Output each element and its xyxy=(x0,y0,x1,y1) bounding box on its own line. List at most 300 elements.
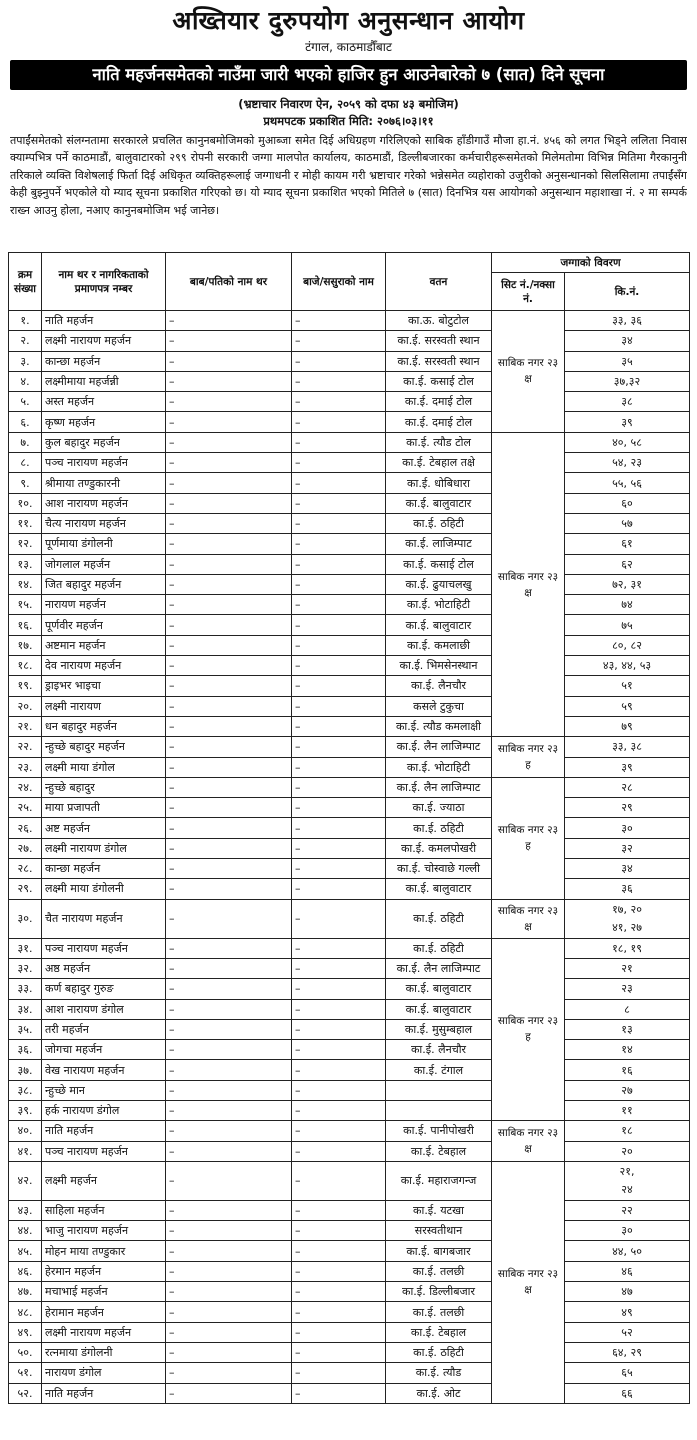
row-name: मचाभाई महर्जन xyxy=(42,1282,166,1302)
row-plot: ५९ xyxy=(565,696,690,716)
row-grandfather: – xyxy=(292,838,386,858)
row-plot: ८ xyxy=(565,999,690,1019)
row-name: जोगचा महर्जन xyxy=(42,1040,166,1060)
row-name: चैत नारायण महर्जन xyxy=(42,899,166,938)
table-row xyxy=(9,798,690,818)
row-name: रत्नमाया डंगोलनी xyxy=(42,1342,166,1362)
row-address: का.ई. ठहिटी xyxy=(386,513,492,533)
row-sn: २. xyxy=(9,331,42,351)
row-sn: १५. xyxy=(9,595,42,615)
row-address: का.ई. सरस्वती स्थान xyxy=(386,351,492,371)
row-grandfather: – xyxy=(292,777,386,797)
row-father: – xyxy=(166,798,292,818)
table-row xyxy=(9,899,690,938)
row-name: लक्ष्मी महर्जन xyxy=(42,1161,166,1200)
row-plot: ३५ xyxy=(565,351,690,371)
row-father: – xyxy=(166,1322,292,1342)
row-name: आश नारायण महर्जन xyxy=(42,493,166,513)
row-address: सरस्वतीथान xyxy=(386,1221,492,1241)
row-sn: ३४. xyxy=(9,999,42,1019)
row-address: का.ऊ. बोटुटोल xyxy=(386,311,492,331)
table-row xyxy=(9,371,690,391)
row-address: का.ई. धोबिधारा xyxy=(386,473,492,493)
row-plot: ५२ xyxy=(565,1322,690,1342)
row-plot-line: ४१, २७ xyxy=(612,920,642,934)
header-name: नाम थर र नागरिकताको प्रमाणपत्र नम्बर xyxy=(42,253,166,311)
row-name: कृष्ण महर्जन xyxy=(42,412,166,432)
row-father: – xyxy=(166,371,292,391)
row-plot: ४४, ५० xyxy=(565,1241,690,1261)
row-father: – xyxy=(166,331,292,351)
row-plot: ३९ xyxy=(565,412,690,432)
header-plot: कि.नं. xyxy=(565,273,690,311)
row-father: – xyxy=(166,899,292,938)
row-father: – xyxy=(166,1282,292,1302)
row-grandfather: – xyxy=(292,615,386,635)
row-grandfather: – xyxy=(292,1200,386,1220)
header-address: वतन xyxy=(386,253,492,311)
row-name: नारायण डंगोल xyxy=(42,1363,166,1383)
row-address: कसले टुकुचा xyxy=(386,696,492,716)
row-address: का.ई. तलछी xyxy=(386,1302,492,1322)
table-row xyxy=(9,1261,690,1281)
table-row xyxy=(9,818,690,838)
row-address: का.ई. लैन लाजिम्पाट xyxy=(386,777,492,797)
row-sheet-group: साबिक नगर २३ क्ष xyxy=(492,1121,565,1162)
row-sheet-group: साबिक नगर २३ क्ष xyxy=(492,311,565,433)
row-grandfather: – xyxy=(292,1121,386,1141)
row-plot: २८ xyxy=(565,777,690,797)
row-address: का.ई. बालुवाटार xyxy=(386,999,492,1019)
row-grandfather: – xyxy=(292,757,386,777)
table-row xyxy=(9,473,690,493)
row-sn: ३६. xyxy=(9,1040,42,1060)
published-date: प्रथमपटक प्रकाशित मिति: २०७६।०३।११ xyxy=(263,114,434,128)
row-address xyxy=(386,1100,492,1120)
row-sheet-group: साबिक नगर २३ क्ष xyxy=(492,432,565,736)
row-father: – xyxy=(166,513,292,533)
row-sn: १९. xyxy=(9,676,42,696)
row-name: मोहन माया तण्डुकार xyxy=(42,1241,166,1261)
row-sheet-group: साबिक नगर २३ क्ष xyxy=(492,899,565,938)
row-grandfather: – xyxy=(292,351,386,371)
row-address: का.ई. तलछी xyxy=(386,1261,492,1281)
row-grandfather: – xyxy=(292,1342,386,1362)
row-father: – xyxy=(166,351,292,371)
row-father: – xyxy=(166,999,292,1019)
row-sn: ८. xyxy=(9,453,42,473)
table-row xyxy=(9,351,690,371)
row-grandfather: – xyxy=(292,453,386,473)
row-sheet-group: साबिक नगर २३ ह xyxy=(492,938,565,1121)
row-grandfather: – xyxy=(292,1282,386,1302)
table-row xyxy=(9,1282,690,1302)
row-address: का.ई. बालुवाटार xyxy=(386,493,492,513)
location-line: टंगाल, काठमाडौँबाट xyxy=(305,40,392,54)
row-name: वेख नारायण महर्जन xyxy=(42,1060,166,1080)
row-grandfather: – xyxy=(292,635,386,655)
table-row xyxy=(9,392,690,412)
act-reference: (भ्रष्टाचार निवारण ऐन, २०५९ को दफा ४३ बमोजिम) xyxy=(238,97,459,111)
row-father: – xyxy=(166,615,292,635)
row-name: लक्ष्मी नारायण डंगोल xyxy=(42,838,166,858)
table-row xyxy=(9,1040,690,1060)
row-address: का.ई. बागबजार xyxy=(386,1241,492,1261)
row-name: चैत्य नारायण महर्जन xyxy=(42,513,166,533)
page-title: अख्तियार दुरुपयोग अनुसन्धान आयोग xyxy=(172,6,525,35)
row-plot: २७ xyxy=(565,1080,690,1100)
row-father: – xyxy=(166,676,292,696)
row-grandfather: – xyxy=(292,938,386,958)
row-father: – xyxy=(166,1100,292,1120)
row-sn: २४. xyxy=(9,777,42,797)
row-address: का.ई. लैन लाजिम्पाट xyxy=(386,958,492,978)
row-plot xyxy=(565,899,690,938)
row-sn: ६. xyxy=(9,412,42,432)
row-grandfather: – xyxy=(292,432,386,452)
header-land-details: जग्गाको विवरण xyxy=(492,253,690,273)
row-grandfather: – xyxy=(292,676,386,696)
row-address: का.ई. सरस्वती स्थान xyxy=(386,331,492,351)
row-sn: ४९. xyxy=(9,1322,42,1342)
row-name: देव नारायण महर्जन xyxy=(42,656,166,676)
row-sn: १६. xyxy=(9,615,42,635)
row-name: धन बहादुर महर्जन xyxy=(42,716,166,736)
table-row xyxy=(9,737,690,757)
row-name: नारायण महर्जन xyxy=(42,595,166,615)
row-plot: ७९ xyxy=(565,716,690,736)
row-name: ड्राइभर भाइचा xyxy=(42,676,166,696)
table-row xyxy=(9,554,690,574)
table-row xyxy=(9,493,690,513)
notice-banner: नाति महर्जनसमेतको नाउँमा जारी भएको हाजिर हुन आउनेबारेको ७ (सात) दिने सूचना xyxy=(10,60,687,90)
row-plot: ४७ xyxy=(565,1282,690,1302)
row-plot: ५४, २३ xyxy=(565,453,690,473)
row-grandfather: – xyxy=(292,798,386,818)
row-address: का.ई. दमाई टोल xyxy=(386,392,492,412)
row-sn: ३५. xyxy=(9,1019,42,1039)
row-plot: ३७,३२ xyxy=(565,371,690,391)
row-father: – xyxy=(166,1241,292,1261)
table-row xyxy=(9,1342,690,1362)
row-address: का.ई. ठहिटी xyxy=(386,899,492,938)
row-father: – xyxy=(166,635,292,655)
table-row xyxy=(9,615,690,635)
row-address: का.ई. टेबहाल xyxy=(386,1141,492,1161)
table-row xyxy=(9,534,690,554)
row-sn: ४८. xyxy=(9,1302,42,1322)
row-grandfather: – xyxy=(292,737,386,757)
table-row xyxy=(9,453,690,473)
row-name: माया प्रजापती xyxy=(42,798,166,818)
row-address xyxy=(386,1080,492,1100)
row-name: लक्ष्मी नारायण महर्जन xyxy=(42,1322,166,1342)
row-name: अष्ठ महर्जन xyxy=(42,958,166,978)
row-plot: ७५ xyxy=(565,615,690,635)
row-grandfather: – xyxy=(292,311,386,331)
row-grandfather: – xyxy=(292,371,386,391)
row-address: का.ई. कमलाछी xyxy=(386,635,492,655)
row-plot: ३८ xyxy=(565,392,690,412)
row-address: का.ई. पानीपोखरी xyxy=(386,1121,492,1141)
row-grandfather: – xyxy=(292,1383,386,1403)
table-row xyxy=(9,958,690,978)
row-sn: १७. xyxy=(9,635,42,655)
row-grandfather: – xyxy=(292,979,386,999)
row-address: का.ई. लैनचौर xyxy=(386,676,492,696)
row-plot: २१ xyxy=(565,958,690,978)
row-address: का.ई. बालुवाटार xyxy=(386,879,492,899)
row-sn: १०. xyxy=(9,493,42,513)
row-sn: ४१. xyxy=(9,1141,42,1161)
row-address: का.ई. बालुवाटार xyxy=(386,979,492,999)
row-plot: २३ xyxy=(565,979,690,999)
row-name: कुल बहादुर महर्जन xyxy=(42,432,166,452)
row-sn: २५. xyxy=(9,798,42,818)
table-row xyxy=(9,432,690,452)
notice-body: तपाईंसमेतको संलग्नतामा सरकारले प्रचलित कानुनबमोजिमको मुआब्जा समेत दिई अधिग्रहण गरिलिएको साबिक हाँडीगाउँ मौजा हा.नं. ४५६ को लगत भिड्ने ललिता निवास क्याम्पभित्र पर्ने काठमाडौं, बालुवाटारको २९९ रोपनी सरकारी जग्गा मालपोत कार्यालय, काठमाडौं, डिल्लीबजारका कर्मचारीहरूसमेतको मिलेमतोमा विभिन्न मितिमा गैरकानुनी तरिकाले व्यक्ति विशेषलाई फिर्ता दिई अधिकृत व्यक्तिहरूलाई जग्गाधनी र मोही कायम गरी भ्रष्टाचार गरेको भन्नेसमेत व्यहोराको उजुरीको अनुसन्धानको सिलसिलामा तपाईंसँग केही बुझ्नुपर्ने भएकोले यो म्याद सूचना प्रकाशित गरिएको छ। यो म्याद सूचना प्रकाशित भएको मितिले ७ (सात) दिनभित्र यस आयोगको अनुसन्धान महाशाखा नं. २ मा सम्पर्क राख्न आउनु होला, नआए कानुनबमोजिम भई जानेछ। xyxy=(10,134,687,217)
table-row xyxy=(9,1161,690,1200)
table-row xyxy=(9,1080,690,1100)
row-plot: ४६ xyxy=(565,1261,690,1281)
table-row xyxy=(9,635,690,655)
row-address: का.ई. डिल्लीबजार xyxy=(386,1282,492,1302)
row-name: अष्टमान महर्जन xyxy=(42,635,166,655)
row-father: – xyxy=(166,818,292,838)
table-row xyxy=(9,838,690,858)
row-sn: २२. xyxy=(9,737,42,757)
row-address: का.ई. त्यौड कमलाक्षी xyxy=(386,716,492,736)
row-grandfather: – xyxy=(292,473,386,493)
row-sn: ३७. xyxy=(9,1060,42,1080)
row-name: लक्ष्मीमाया महर्जन्नी xyxy=(42,371,166,391)
row-plot-line: १७, २० xyxy=(612,902,642,916)
row-father: – xyxy=(166,595,292,615)
row-father: – xyxy=(166,473,292,493)
row-grandfather: – xyxy=(292,1141,386,1161)
table-row xyxy=(9,1363,690,1383)
row-name: न्हुच्छे बहादुर xyxy=(42,777,166,797)
row-name: जित बहादुर महर्जन xyxy=(42,574,166,594)
row-sn: ४६. xyxy=(9,1261,42,1281)
row-father: – xyxy=(166,879,292,899)
table-row xyxy=(9,412,690,432)
row-father: – xyxy=(166,432,292,452)
row-father: – xyxy=(166,1221,292,1241)
row-name: कान्छा महर्जन xyxy=(42,859,166,879)
row-sn: २०. xyxy=(9,696,42,716)
row-sn: ३१. xyxy=(9,938,42,958)
table-row xyxy=(9,311,690,331)
table-row xyxy=(9,1302,690,1322)
row-name: तरी महर्जन xyxy=(42,1019,166,1039)
row-sn: ४५. xyxy=(9,1241,42,1261)
row-grandfather: – xyxy=(292,574,386,594)
row-address: का.ई. मुसुम्बहाल xyxy=(386,1019,492,1039)
row-plot: ३० xyxy=(565,818,690,838)
table-row xyxy=(9,938,690,958)
table-row xyxy=(9,859,690,879)
row-plot: ६१ xyxy=(565,534,690,554)
row-name: श्रीमाया तण्डुकारनी xyxy=(42,473,166,493)
row-grandfather: – xyxy=(292,1040,386,1060)
row-name: न्हुच्छे मान xyxy=(42,1080,166,1100)
row-father: – xyxy=(166,1019,292,1039)
table-row xyxy=(9,1121,690,1141)
row-sn: ३०. xyxy=(9,899,42,938)
row-father: – xyxy=(166,392,292,412)
row-name: हेरमान महर्जन xyxy=(42,1261,166,1281)
row-name: पूर्णवीर महर्जन xyxy=(42,615,166,635)
row-plot: ६६ xyxy=(565,1383,690,1403)
row-name: साहिला महर्जन xyxy=(42,1200,166,1220)
row-sheet-group: साबिक नगर २३ क्ष xyxy=(492,1161,565,1403)
row-name: पञ्च नारायण महर्जन xyxy=(42,453,166,473)
row-plot: १८ xyxy=(565,1121,690,1141)
row-grandfather: – xyxy=(292,1322,386,1342)
row-father: – xyxy=(166,1302,292,1322)
row-plot: ६४, २९ xyxy=(565,1342,690,1362)
row-name: नाति महर्जन xyxy=(42,1383,166,1403)
row-father: – xyxy=(166,1383,292,1403)
row-father: – xyxy=(166,1060,292,1080)
table-row xyxy=(9,696,690,716)
row-sn: ४७. xyxy=(9,1282,42,1302)
row-plot: ६० xyxy=(565,493,690,513)
table-row xyxy=(9,777,690,797)
row-grandfather: – xyxy=(292,879,386,899)
row-father: – xyxy=(166,696,292,716)
table-row xyxy=(9,1241,690,1261)
row-address: का.ई. लैनचौर xyxy=(386,1040,492,1060)
row-plot: १६ xyxy=(565,1060,690,1080)
row-plot xyxy=(565,1161,690,1200)
row-father: – xyxy=(166,716,292,736)
table-row xyxy=(9,979,690,999)
row-father: – xyxy=(166,574,292,594)
table-row xyxy=(9,716,690,736)
row-father: – xyxy=(166,453,292,473)
row-father: – xyxy=(166,1363,292,1383)
row-address: का.ई. यटखा xyxy=(386,1200,492,1220)
row-name: पञ्च नारायण महर्जन xyxy=(42,938,166,958)
header-grandfather: बाजे/ससुराको नाम xyxy=(292,253,386,311)
row-father: – xyxy=(166,838,292,858)
row-sn: १८. xyxy=(9,656,42,676)
row-name: अस्त महर्जन xyxy=(42,392,166,412)
row-name: लक्ष्मी माया डंगोलनी xyxy=(42,879,166,899)
row-plot: ३४ xyxy=(565,859,690,879)
table-row xyxy=(9,595,690,615)
table-row xyxy=(9,879,690,899)
row-plot: ४९ xyxy=(565,1302,690,1322)
row-plot: ६५ xyxy=(565,1363,690,1383)
row-sn: १. xyxy=(9,311,42,331)
table-row xyxy=(9,1322,690,1342)
row-sn: १४. xyxy=(9,574,42,594)
table-row xyxy=(9,513,690,533)
row-sheet-group: साबिक नगर २३ ह xyxy=(492,737,565,778)
row-sn: ४. xyxy=(9,371,42,391)
row-address: का.ई. भोटाहिटी xyxy=(386,595,492,615)
row-name: भाजु नारायण महर्जन xyxy=(42,1221,166,1241)
row-name: हेरामान महर्जन xyxy=(42,1302,166,1322)
row-address: का.ई. दमाई टोल xyxy=(386,412,492,432)
table-row xyxy=(9,999,690,1019)
row-name: पूर्णमाया डंगोलनी xyxy=(42,534,166,554)
row-grandfather: – xyxy=(292,1221,386,1241)
row-father: – xyxy=(166,979,292,999)
row-father: – xyxy=(166,493,292,513)
row-father: – xyxy=(166,777,292,797)
row-plot: २० xyxy=(565,1141,690,1161)
row-grandfather: – xyxy=(292,999,386,1019)
row-plot: ७४ xyxy=(565,595,690,615)
row-name: कर्ण बहादुर गुरुङ xyxy=(42,979,166,999)
row-grandfather: – xyxy=(292,412,386,432)
table-row xyxy=(9,1141,690,1161)
row-sn: ३. xyxy=(9,351,42,371)
row-sn: ९. xyxy=(9,473,42,493)
row-address: का.ई. महाराजगन्ज xyxy=(386,1161,492,1200)
row-sn: ४३. xyxy=(9,1200,42,1220)
row-grandfather: – xyxy=(292,958,386,978)
row-father: – xyxy=(166,737,292,757)
row-grandfather: – xyxy=(292,656,386,676)
table-row xyxy=(9,1019,690,1039)
row-address: का.ई. कमलपोखरी xyxy=(386,838,492,858)
row-sn: १३. xyxy=(9,554,42,574)
row-father: – xyxy=(166,1121,292,1141)
row-name: नाति महर्जन xyxy=(42,311,166,331)
row-name: आश नारायण डंगोल xyxy=(42,999,166,1019)
header-sheet: सिट नं./नक्सा नं. xyxy=(492,273,565,311)
row-address: का.ई. ठहिटी xyxy=(386,818,492,838)
row-plot: १४ xyxy=(565,1040,690,1060)
row-address: का.ई. कसाई टोल xyxy=(386,371,492,391)
row-grandfather: – xyxy=(292,1302,386,1322)
row-father: – xyxy=(166,1261,292,1281)
row-father: – xyxy=(166,859,292,879)
row-plot: ५५, ५६ xyxy=(565,473,690,493)
row-plot: ८०, ८२ xyxy=(565,635,690,655)
table-row xyxy=(9,331,690,351)
row-sn: ५०. xyxy=(9,1342,42,1362)
row-sn: ३८. xyxy=(9,1080,42,1100)
row-address: का.ई. त्यौड टोल xyxy=(386,432,492,452)
row-grandfather: – xyxy=(292,859,386,879)
row-sn: २१. xyxy=(9,716,42,736)
row-plot: ३९ xyxy=(565,757,690,777)
row-father: – xyxy=(166,1040,292,1060)
row-name: लक्ष्मी माया डंगोल xyxy=(42,757,166,777)
row-grandfather: – xyxy=(292,534,386,554)
row-address: का.ई. टेबहाल xyxy=(386,1322,492,1342)
row-grandfather: – xyxy=(292,513,386,533)
row-name: अष्ट महर्जन xyxy=(42,818,166,838)
row-plot: ६२ xyxy=(565,554,690,574)
row-plot: ५७ xyxy=(565,513,690,533)
row-address: का.ई. बालुवाटार xyxy=(386,615,492,635)
row-name: लक्ष्मी नारायण महर्जन xyxy=(42,331,166,351)
row-name: हर्क नारायण डंगोल xyxy=(42,1100,166,1120)
row-father: – xyxy=(166,534,292,554)
row-sn: १२. xyxy=(9,534,42,554)
row-name: पञ्च नारायण महर्जन xyxy=(42,1141,166,1161)
header-father: बाब/पतिको नाम थर xyxy=(166,253,292,311)
row-address: का.ई. भोटाहिटी xyxy=(386,757,492,777)
row-name: जोगलाल महर्जन xyxy=(42,554,166,574)
